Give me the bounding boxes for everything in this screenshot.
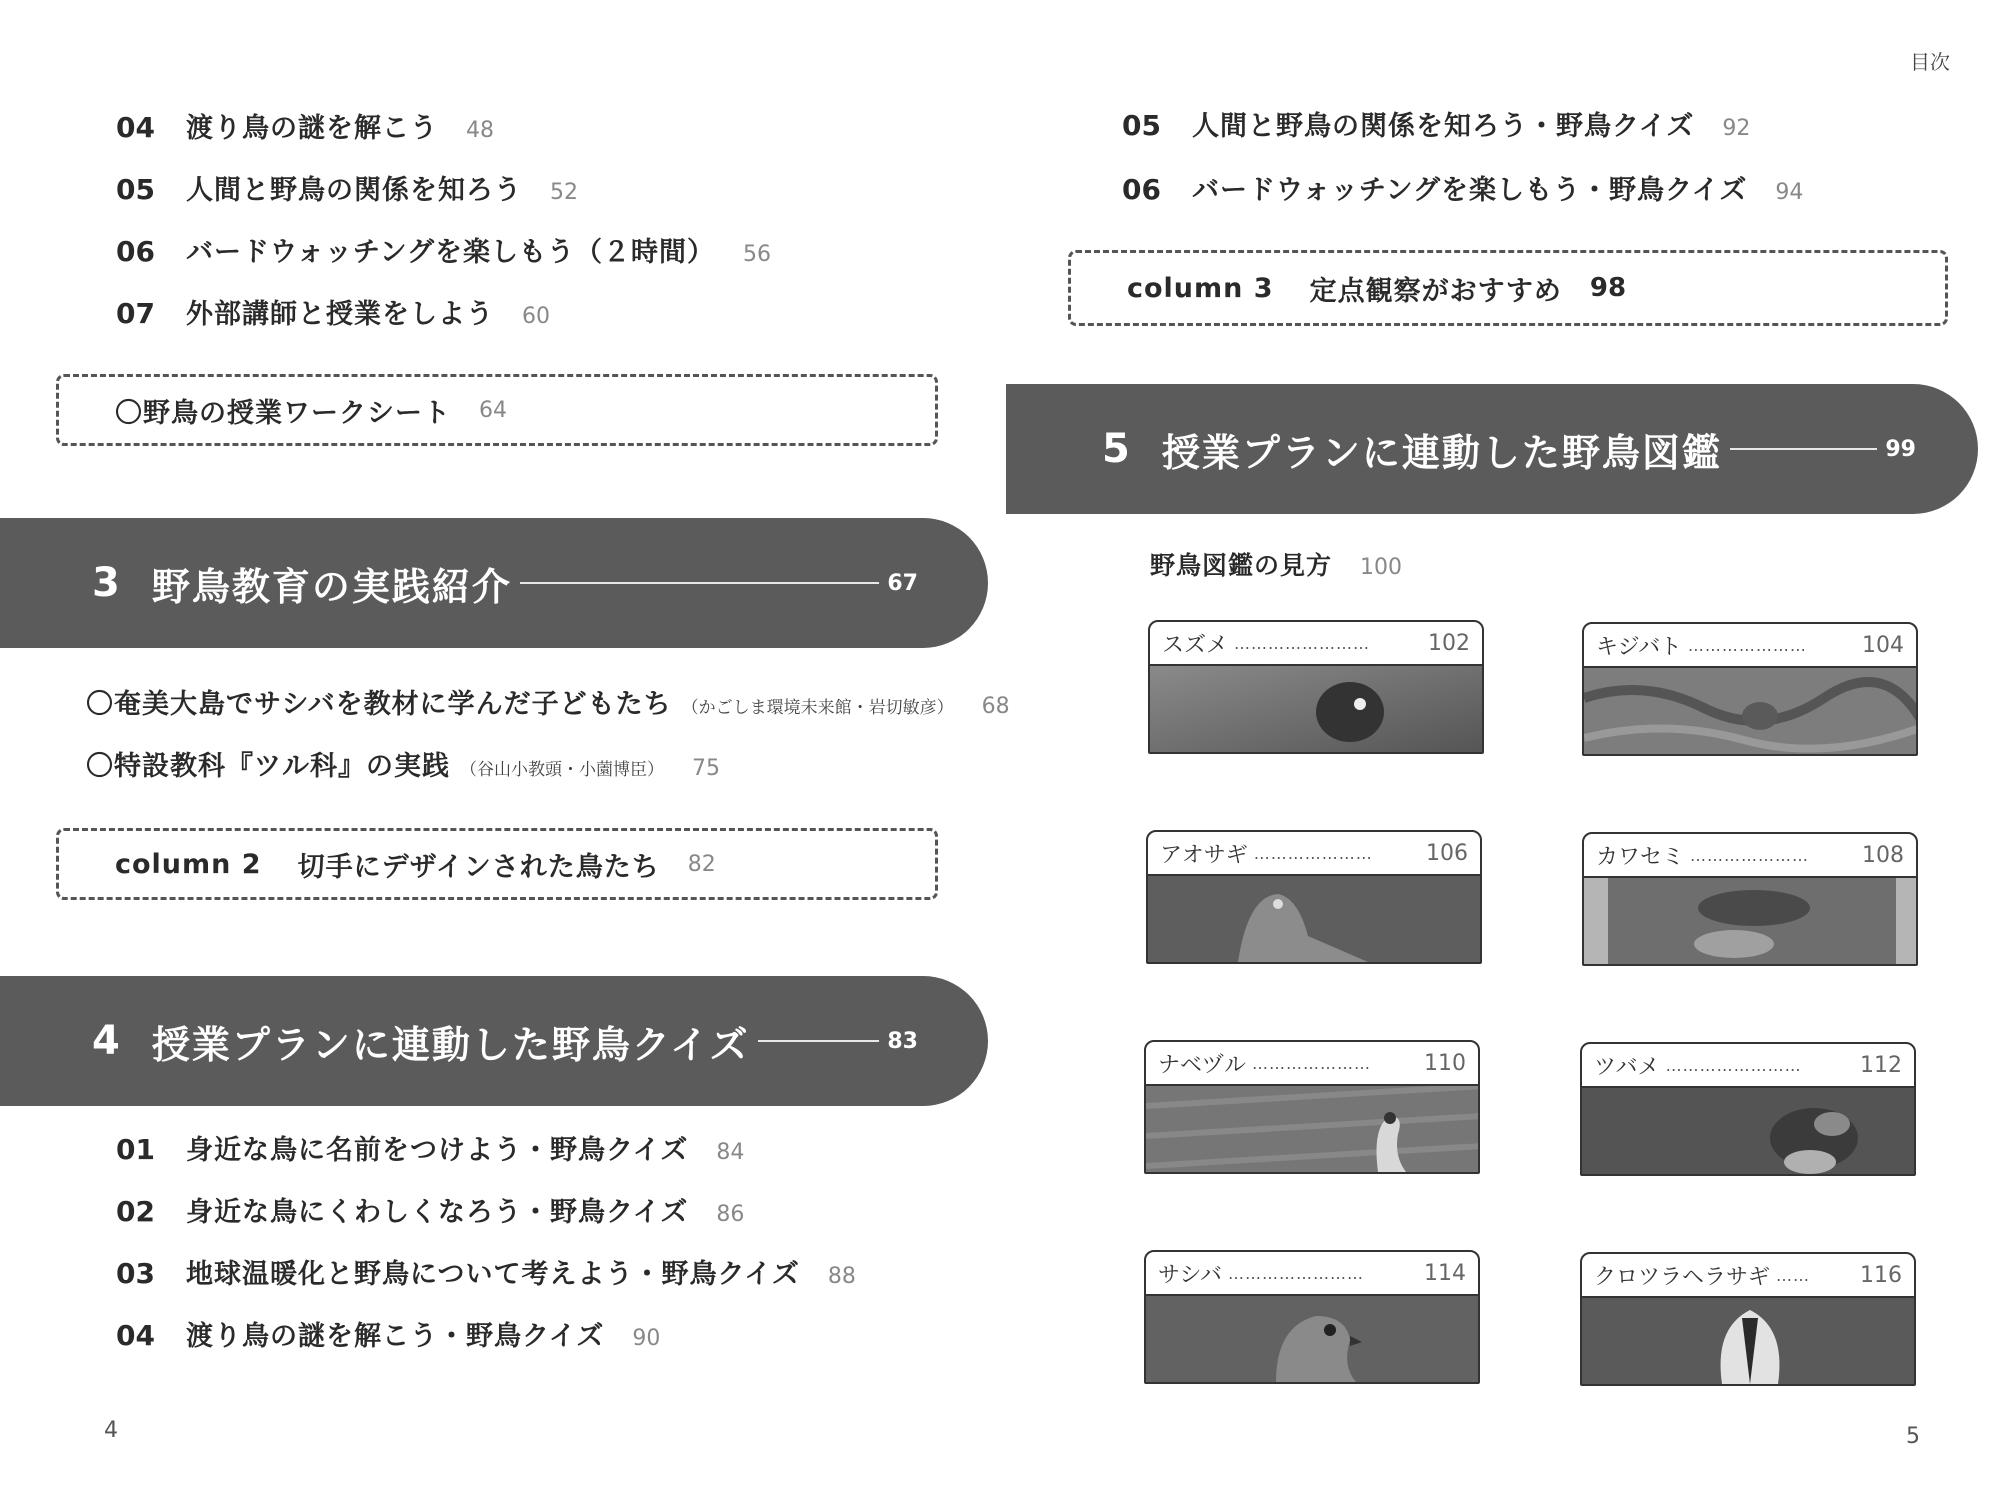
chapter-number: 4 [92, 1018, 120, 1064]
bird-name: ナベヅル [1158, 1052, 1247, 1078]
bird-card[interactable] [1580, 1042, 1916, 1176]
leader-dots: ………………… [1253, 843, 1373, 863]
toc-item-page: 48 [466, 118, 494, 143]
bird-page: 108 [1862, 842, 1904, 868]
column-label: column 2 [115, 848, 262, 880]
quiz-number: 04 [116, 1319, 155, 1352]
column-title: 切手にデザインされた鳥たち [297, 851, 660, 883]
bird-card[interactable] [1580, 1252, 1916, 1386]
quiz-title: 身近な鳥に名前をつけよう・野鳥クイズ [186, 1135, 689, 1166]
toc-item-number: 04 [116, 111, 155, 144]
bird-photo [1584, 668, 1916, 754]
leader-dots: ………………… [1687, 635, 1807, 655]
chapter-5-banner[interactable] [1006, 384, 1978, 514]
toc-item[interactable] [116, 168, 578, 207]
bird-name: キジバト [1596, 634, 1682, 660]
toc-item-title: 渡り鳥の謎を解こう [186, 113, 438, 144]
quiz-page: 92 [1722, 116, 1751, 141]
quiz-number: 06 [1122, 173, 1161, 206]
chapter-page: 99 [1885, 436, 1916, 462]
quiz-number: 05 [1122, 109, 1161, 142]
quiz-page: 84 [716, 1140, 745, 1165]
quiz-item[interactable] [116, 1252, 856, 1291]
bird-name: クロツラヘラサギ [1594, 1264, 1771, 1290]
chapter-leader-line [520, 582, 880, 584]
toc-item-number: 07 [116, 297, 155, 330]
running-head: 目次 [1910, 50, 1950, 74]
bird-photo [1582, 1088, 1914, 1174]
leader-dots: …………………… [1665, 1055, 1802, 1075]
leader-dots: ………………… [1252, 1053, 1372, 1073]
guide-item[interactable] [1150, 546, 1402, 582]
bird-name: ツバメ [1594, 1054, 1660, 1080]
chapter-4-banner[interactable] [0, 976, 988, 1106]
practice-author: （谷山小教頭・小薗博臣） [460, 760, 664, 780]
toc-item-page: 56 [743, 242, 772, 267]
leader-dots: …………………… [1234, 633, 1371, 653]
bird-card[interactable] [1144, 1250, 1480, 1384]
practice-title: 〇奄美大島でサシバを教材に学んだ子どもたち [86, 689, 672, 720]
quiz-page: 90 [632, 1326, 661, 1351]
chapter-3-banner[interactable] [0, 518, 988, 648]
quiz-title: 身近な鳥にくわしくなろう・野鳥クイズ [186, 1197, 689, 1228]
bird-photo [1148, 876, 1480, 962]
bird-photo [1150, 666, 1482, 752]
guide-page: 100 [1360, 555, 1403, 580]
practice-author: （かごしま環境未来館・岩切敏彦） [681, 698, 954, 718]
bird-page: 114 [1424, 1260, 1466, 1286]
toc-item-number: 06 [116, 235, 155, 268]
bird-page: 106 [1426, 840, 1468, 866]
practice-title: 〇特設教科『ツル科』の実践 [86, 751, 450, 782]
bird-page: 110 [1424, 1050, 1466, 1076]
quiz-item[interactable] [116, 1128, 744, 1167]
bird-page: 116 [1860, 1262, 1902, 1288]
toc-item[interactable] [116, 106, 494, 145]
chapter-title: 授業プランに連動した野鳥図鑑 [1161, 430, 1722, 475]
worksheet-title: 〇野鳥の授業ワークシート [115, 397, 451, 429]
quiz-number: 01 [116, 1133, 155, 1166]
practice-page: 68 [981, 694, 1010, 719]
bird-page: 102 [1428, 630, 1470, 656]
quiz-title: 人間と野鳥の関係を知ろう・野鳥クイズ [1192, 111, 1695, 142]
column-page: 98 [1589, 273, 1627, 303]
bird-name: カワセミ [1596, 844, 1685, 870]
bird-card[interactable] [1148, 620, 1484, 754]
toc-item-title: バードウォッチングを楽しもう（２時間） [186, 237, 716, 268]
chapter-leader-line [1730, 448, 1878, 450]
chapter-leader-line [758, 1040, 880, 1042]
toc-item[interactable] [116, 292, 550, 331]
quiz-title: バードウォッチングを楽しもう・野鳥クイズ [1192, 175, 1748, 206]
bird-name: スズメ [1162, 632, 1229, 658]
practice-page: 75 [692, 756, 720, 781]
bird-card[interactable] [1582, 622, 1918, 756]
chapter-title: 授業プランに連動した野鳥クイズ [151, 1022, 750, 1067]
quiz-number: 03 [116, 1257, 155, 1290]
guide-title: 野鳥図鑑の見方 [1150, 551, 1333, 580]
column-label: column 3 [1127, 272, 1274, 304]
toc-item[interactable] [116, 230, 771, 269]
bird-card[interactable] [1144, 1040, 1480, 1174]
chapter-number: 3 [92, 560, 120, 606]
leader-dots: ………………… [1690, 845, 1810, 865]
bird-photo [1584, 878, 1916, 964]
quiz-item[interactable] [116, 1190, 744, 1229]
page-number-left: 4 [104, 1418, 118, 1443]
worksheet-page: 64 [479, 397, 507, 423]
bird-name: アオサギ [1160, 842, 1248, 868]
toc-item-page: 52 [550, 180, 578, 205]
worksheet-box[interactable] [56, 374, 938, 446]
bird-card[interactable] [1146, 830, 1482, 964]
toc-item-page: 60 [522, 304, 550, 329]
quiz-page: 86 [716, 1202, 745, 1227]
quiz-item[interactable] [1122, 104, 1750, 143]
chapter-page: 67 [887, 570, 918, 596]
column-title: 定点観察がおすすめ [1309, 275, 1562, 307]
column-2-box[interactable] [56, 828, 938, 900]
quiz-page: 94 [1775, 180, 1804, 205]
quiz-item[interactable] [116, 1314, 660, 1353]
bird-card[interactable] [1582, 832, 1918, 966]
leader-dots: …………………… [1228, 1263, 1365, 1283]
quiz-page: 88 [827, 1264, 856, 1289]
toc-item-title: 人間と野鳥の関係を知ろう [186, 175, 522, 206]
page-number-right: 5 [1906, 1424, 1920, 1449]
practice-item[interactable] [86, 682, 1010, 721]
leader-dots: …… [1776, 1265, 1811, 1285]
bird-photo [1582, 1298, 1914, 1384]
column-page: 82 [687, 851, 716, 877]
column-3-box[interactable] [1068, 250, 1948, 326]
chapter-page: 83 [887, 1028, 918, 1054]
quiz-title: 渡り鳥の謎を解こう・野鳥クイズ [186, 1321, 605, 1352]
quiz-item[interactable] [1122, 168, 1803, 207]
bird-page: 104 [1862, 632, 1904, 658]
bird-photo [1146, 1086, 1478, 1172]
quiz-title: 地球温暖化と野鳥について考えよう・野鳥クイズ [186, 1259, 800, 1290]
practice-item[interactable] [86, 744, 720, 783]
bird-photo [1146, 1296, 1478, 1382]
toc-item-title: 外部講師と授業をしよう [186, 299, 494, 330]
bird-name: サシバ [1158, 1262, 1223, 1288]
bird-page: 112 [1860, 1052, 1902, 1078]
toc-item-number: 05 [116, 173, 155, 206]
chapter-title: 野鳥教育の実践紹介 [151, 564, 512, 609]
chapter-number: 5 [1102, 426, 1130, 472]
quiz-number: 02 [116, 1195, 155, 1228]
